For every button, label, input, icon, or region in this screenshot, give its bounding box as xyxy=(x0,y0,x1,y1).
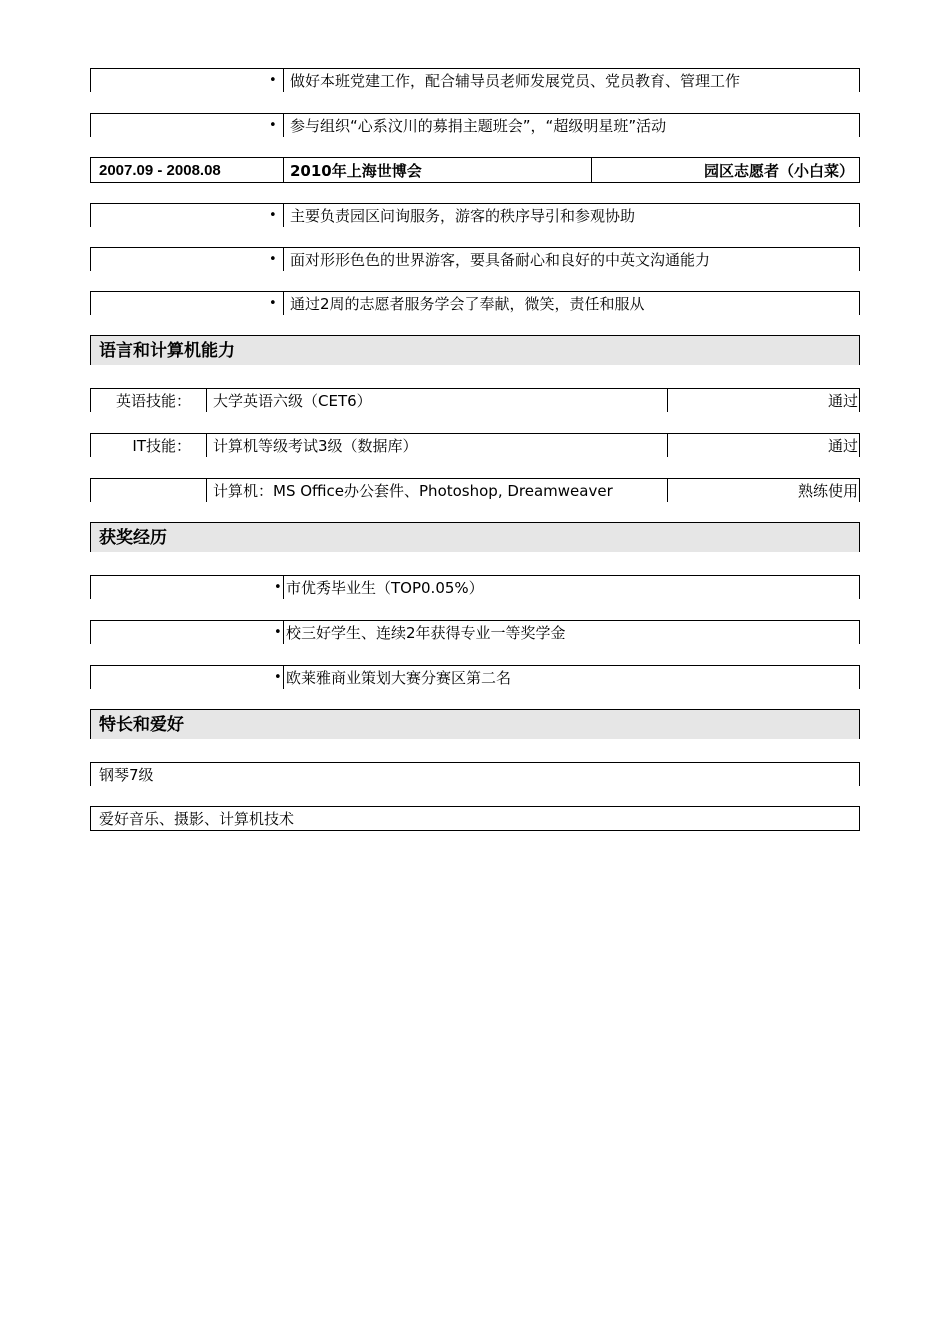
section-title: 特长和爱好 xyxy=(99,715,184,735)
award-text: 校三好学生、连续2年获得专业一等奖学金 xyxy=(286,624,566,642)
skill-level: 熟练使用 xyxy=(797,482,858,500)
expo-role: 园区志愿者（小白菜） xyxy=(703,162,854,180)
expo-header-row xyxy=(90,157,860,183)
bullet-icon: • xyxy=(269,208,277,223)
hobby-row xyxy=(90,806,860,831)
bullet-icon: • xyxy=(269,73,277,88)
expo-bullet-row xyxy=(90,247,860,271)
skill-level: 通过 xyxy=(827,392,858,410)
activity-row xyxy=(90,68,860,92)
activity-row xyxy=(90,113,860,137)
award-text: 市优秀毕业生（TOP0.05%） xyxy=(286,579,484,597)
skill-row xyxy=(90,478,860,502)
expo-bullet-text: 面对形形色色的世界游客，要具备耐心和良好的中英文沟通能力 xyxy=(290,251,711,269)
hobby-text: 爱好音乐、摄影、计算机技术 xyxy=(99,810,295,828)
award-row xyxy=(90,665,860,689)
section-title: 语言和计算机能力 xyxy=(99,341,235,361)
expo-event: 2010年上海世博会 xyxy=(290,162,422,180)
expo-bullet-text: 主要负责园区问询服务，游客的秩序导引和参观协助 xyxy=(290,207,636,225)
expo-bullet-row xyxy=(90,203,860,227)
section-header-hobbies xyxy=(90,709,860,739)
bullet-icon: • xyxy=(269,252,277,267)
skill-item: 计算机：MS Office办公套件、Photoshop, Dreamweaver xyxy=(213,482,613,500)
bullet-icon: • xyxy=(274,580,282,595)
skill-row xyxy=(90,433,860,457)
hobby-row xyxy=(90,762,860,786)
bullet-icon: • xyxy=(274,670,282,685)
skill-level: 通过 xyxy=(827,437,858,455)
expo-period: 2007.09 - 2008.08 xyxy=(99,162,221,179)
section-title: 获奖经历 xyxy=(99,528,167,548)
bullet-icon: • xyxy=(274,625,282,640)
award-row xyxy=(90,620,860,644)
bullet-icon: • xyxy=(269,296,277,311)
bullet-icon: • xyxy=(269,118,277,133)
activity-text: 参与组织“心系汶川的募捐主题班会”，“超级明星班”活动 xyxy=(290,117,667,135)
section-header-skills xyxy=(90,335,860,365)
skill-label: IT技能： xyxy=(132,437,191,455)
skill-row xyxy=(90,388,860,412)
activity-text: 做好本班党建工作，配合辅导员老师发展党员、党员教育、管理工作 xyxy=(290,72,741,90)
section-header-awards xyxy=(90,522,860,552)
skill-label: 英语技能： xyxy=(115,392,191,410)
skill-item: 计算机等级考试3级（数据库） xyxy=(213,437,418,455)
skill-item: 大学英语六级（CET6） xyxy=(213,392,372,410)
expo-bullet-row xyxy=(90,291,860,315)
award-text: 欧莱雅商业策划大赛分赛区第二名 xyxy=(286,669,512,687)
award-row xyxy=(90,575,860,599)
expo-bullet-text: 通过2周的志愿者服务学会了奉献，微笑，责任和服从 xyxy=(290,295,645,313)
hobby-text: 钢琴7级 xyxy=(99,766,154,784)
